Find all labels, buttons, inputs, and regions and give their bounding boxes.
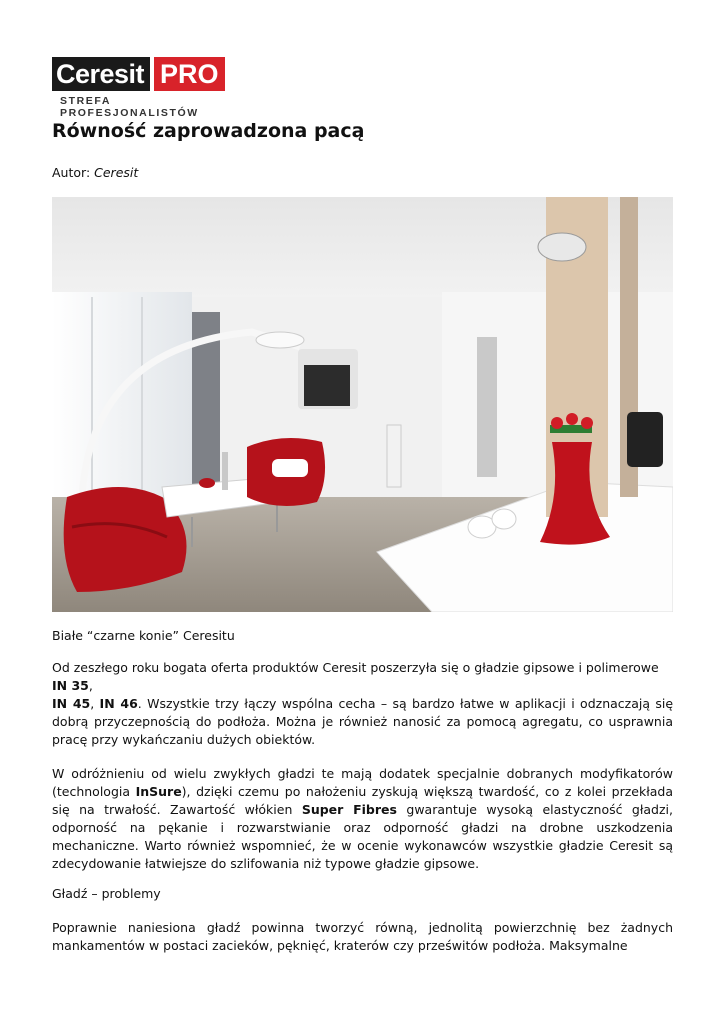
p1-product-in35: IN 35 (52, 678, 89, 693)
logo-tagline: STREFA PROFESJONALISTÓW (60, 95, 199, 119)
paragraph-3: Poprawnie naniesiona gładź powinna tworzyć równą, jednolitą powierzchnię bez żadnych mankamentów w postaci zacieków, pęknięć, kraterów czy prześwitów podłoża. Maksymalne (52, 920, 673, 953)
p1-product-in45: IN 45 (52, 696, 91, 711)
section-heading-problems: Gładź – problemy (52, 886, 161, 901)
p2-insure: InSure (135, 784, 182, 799)
author-name: Ceresit (94, 165, 139, 180)
photo-caption: Białe “czarne konie” Ceresitu (52, 628, 235, 643)
article-title: Równość zaprowadzona pacą (52, 120, 365, 142)
p1-text-a: Od zeszłego roku bogata oferta produktów Ceresit poszerzyła się o gładzie gipsowe i polimerowe (52, 660, 659, 675)
p1-text-c: , (88, 678, 93, 693)
p2-super-fibres: Super Fibres (301, 802, 397, 817)
p2-text-d: gwarantuje wysoką elastyczność gładzi, odporność na pękanie i rozwarstwianie oraz odporność gładzi na drobne uszkodzenia mechaniczne. Warto również wspomnieć, że w ocenie wykonawców wszystkie gładzie Ceresit są zdecydowanie łatwiejsze do szlifowania niż typowe gładzie gipsowe. (52, 802, 673, 871)
p2-text-c: ), dzięki czemu po nałożeniu zyskują większą twardość, co z kolei przekłada się na trwałość. Zawartość włókien (52, 784, 674, 817)
author-label: Autor: (52, 165, 91, 180)
interior-photo (52, 197, 673, 612)
logo-main-text: Ceresit (52, 57, 150, 91)
author-line (52, 165, 138, 180)
logo-pro-text: PRO (154, 57, 225, 91)
paragraph-2 (52, 765, 673, 873)
p2-text-a: W odróżnieniu od wielu zwykłych gładzi te mają dodatek specjalnie dobranych modyfikatorów (technologia (52, 766, 673, 799)
p1-text-e: . Wszystkie trzy łączy wspólna cecha – są bardzo łatwe w aplikacji i odznaczają się dobrą przyczepnością do podłoża. Można je również nanosić za pomocą agregatu, co usprawnia pracę przy wykańczaniu dużych obiektów. (52, 696, 674, 747)
p1-text-d: , (90, 696, 100, 711)
ceresit-pro-logo (52, 57, 252, 119)
p1-product-in46: IN 46 (99, 696, 138, 711)
paragraph-1 (52, 659, 673, 749)
